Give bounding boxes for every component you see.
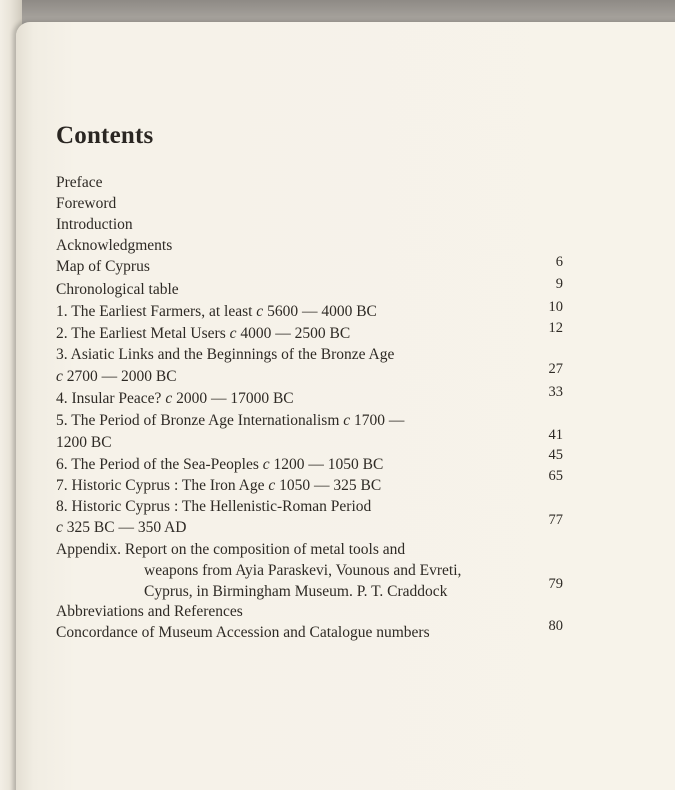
toc-entry-map: Map of Cyprus: [56, 258, 150, 275]
toc-entry-chapter-3: 3. Asiatic Links and the Beginnings of the Bronze Age: [56, 346, 395, 363]
chapter-6-title: 6. The Period of the Sea-Peoples: [56, 456, 259, 473]
page-title: Contents: [56, 122, 154, 149]
toc-entry-chapter-5-dates: 1200 BC: [56, 434, 112, 451]
chapter-5-title: 5. The Period of Bronze Age Internationalism: [56, 412, 340, 429]
page-number: 65: [548, 468, 563, 484]
chapter-8-dates: 325 BC — 350 AD: [66, 519, 187, 536]
toc-entry-introduction: Introduction: [56, 216, 133, 233]
chapter-5-dates-start: 1700 —: [354, 412, 405, 429]
circa-mark: c: [165, 390, 173, 407]
page-number: 80: [548, 618, 563, 634]
toc-entry-foreword: Foreword: [56, 195, 117, 212]
circa-mark: c: [56, 519, 63, 536]
toc-entry-appendix-line-3: Cyprus, in Birmingham Museum. P. T. Craddock: [144, 583, 448, 600]
page-number: 9: [555, 276, 563, 292]
toc-entry-chapter-6: [56, 456, 383, 474]
page-number: 27: [548, 361, 563, 377]
chapter-1-title: 1. The Earliest Farmers, at least: [56, 303, 253, 320]
page-number: 6: [555, 254, 563, 270]
toc-entry-acknowledgments: Acknowledgments: [56, 237, 173, 254]
toc-entry-concordance: Concordance of Museum Accession and Catalogue numbers: [56, 624, 430, 641]
toc-entry-chapter-8-dates: [56, 519, 186, 537]
chapter-1-dates: 5600 — 4000 BC: [267, 303, 377, 320]
toc-entry-chapter-2: [56, 325, 350, 343]
toc-entry-chapter-4: [56, 390, 294, 408]
toc-entry-appendix-line-2: weapons from Ayia Paraskevi, Vounous and Evreti,: [144, 562, 462, 579]
chapter-2-dates: 4000 — 2500 BC: [240, 325, 351, 342]
toc-entry-appendix: Appendix. Report on the composition of metal tools and: [56, 541, 406, 558]
toc-entry-preface: Preface: [56, 174, 103, 191]
page-number: 10: [548, 299, 563, 315]
page-number: 45: [548, 447, 563, 463]
circa-mark: c: [256, 303, 264, 320]
page-number: 33: [548, 384, 563, 400]
toc-entry-chapter-3-dates: [56, 368, 177, 386]
chapter-4-title: 4. Insular Peace?: [56, 390, 162, 407]
chapter-6-dates: 1200 — 1050 BC: [273, 456, 384, 473]
page-number: 41: [548, 427, 563, 443]
circa-mark: c: [229, 325, 237, 342]
circa-mark: c: [268, 477, 276, 494]
book-page: [16, 22, 675, 790]
circa-mark: c: [56, 368, 63, 385]
circa-mark: c: [262, 456, 270, 473]
chapter-2-title: 2. The Earliest Metal Users: [56, 325, 226, 342]
chapter-3-dates: 2700 — 2000 BC: [66, 368, 177, 385]
toc-entry-chapter-5: [56, 412, 404, 430]
toc-entry-chronological-table: Chronological table: [56, 281, 179, 298]
page-number: 12: [548, 320, 563, 336]
chapter-4-dates: 2000 — 17000 BC: [176, 390, 294, 407]
toc-entry-abbreviations: Abbreviations and References: [56, 603, 243, 620]
chapter-7-title: 7. Historic Cyprus : The Iron Age: [56, 477, 265, 494]
circa-mark: c: [343, 412, 351, 429]
toc-entry-chapter-1: [56, 303, 377, 321]
page-number: 79: [548, 576, 563, 592]
toc-entry-chapter-8: 8. Historic Cyprus : The Hellenistic-Roman Period: [56, 498, 372, 515]
chapter-7-dates: 1050 — 325 BC: [279, 477, 382, 494]
page-number: 77: [548, 512, 563, 528]
toc-entry-chapter-7: [56, 477, 381, 495]
